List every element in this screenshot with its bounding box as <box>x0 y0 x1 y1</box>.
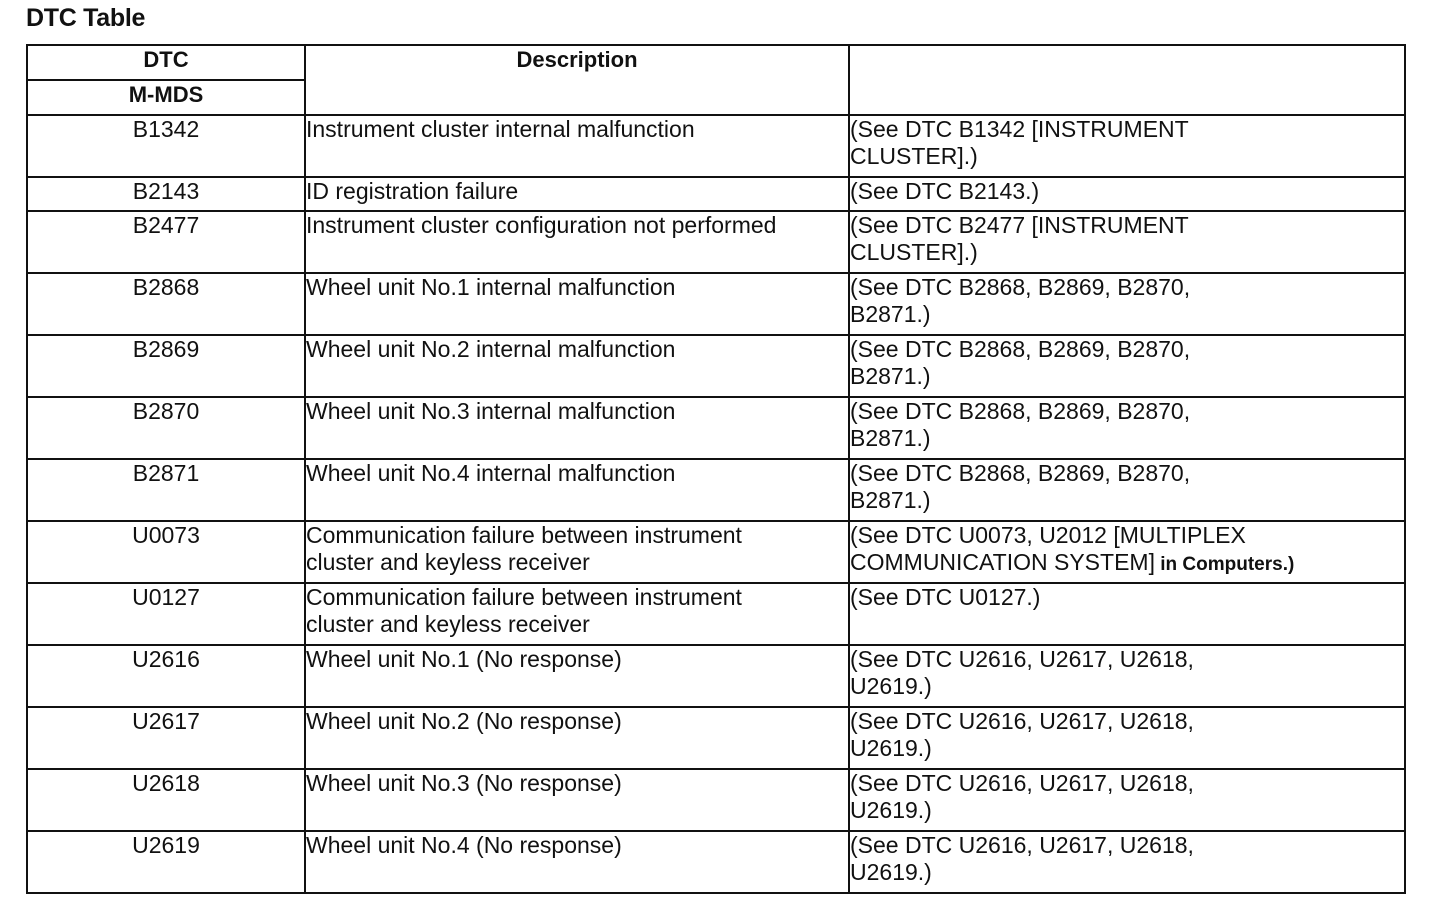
description-line: Communication failure between instrument <box>306 584 742 610</box>
dtc-description <box>305 211 849 273</box>
description-line: Wheel unit No.1 internal malfunction <box>306 274 676 300</box>
table-row <box>27 769 1405 831</box>
reference-line <box>850 708 1404 735</box>
reference-text: B2871.) <box>850 301 931 327</box>
reference-line <box>850 797 1404 824</box>
dtc-reference <box>849 211 1405 273</box>
dtc-code: U2619 <box>27 831 305 893</box>
dtc-description <box>305 831 849 893</box>
dtc-table <box>26 44 1406 894</box>
reference-suffix: in Computers.) <box>1154 554 1295 575</box>
dtc-reference <box>849 273 1405 335</box>
reference-text: (See DTC U0127.) <box>850 584 1041 610</box>
reference-text: B2871.) <box>850 487 931 513</box>
description-line: Communication failure between instrument <box>306 522 742 548</box>
reference-line <box>850 859 1404 886</box>
reference-line <box>850 239 1404 266</box>
reference-line <box>850 549 1404 578</box>
dtc-description <box>305 115 849 177</box>
reference-text: U2619.) <box>850 797 932 823</box>
reference-text: (See DTC U2616, U2617, U2618, <box>850 832 1194 858</box>
reference-line <box>850 301 1404 328</box>
dtc-reference <box>849 583 1405 645</box>
dtc-description <box>305 769 849 831</box>
dtc-description <box>305 583 849 645</box>
dtc-description <box>305 397 849 459</box>
description-line: Wheel unit No.4 internal malfunction <box>306 460 676 486</box>
reference-line <box>850 398 1404 425</box>
reference-line <box>850 584 1404 611</box>
dtc-code: U2617 <box>27 707 305 769</box>
reference-line <box>850 425 1404 452</box>
dtc-code: B1342 <box>27 115 305 177</box>
dtc-description <box>305 273 849 335</box>
header-description: Description <box>305 45 849 115</box>
description-line: cluster and keyless receiver <box>306 611 590 637</box>
reference-text: CLUSTER].) <box>850 143 978 169</box>
dtc-code: B2143 <box>27 177 305 211</box>
table-row <box>27 335 1405 397</box>
dtc-reference <box>849 115 1405 177</box>
reference-line <box>850 143 1404 170</box>
dtc-reference <box>849 831 1405 893</box>
reference-text: (See DTC B1342 [INSTRUMENT <box>850 116 1189 142</box>
dtc-reference <box>849 645 1405 707</box>
dtc-reference <box>849 177 1405 211</box>
reference-text: COMMUNICATION SYSTEM] <box>850 549 1155 575</box>
dtc-description <box>305 645 849 707</box>
dtc-reference <box>849 397 1405 459</box>
table-row <box>27 707 1405 769</box>
description-line: Wheel unit No.3 (No response) <box>306 770 622 796</box>
description-line: Wheel unit No.3 internal malfunction <box>306 398 676 424</box>
reference-line <box>850 116 1404 143</box>
dtc-reference <box>849 707 1405 769</box>
reference-text: (See DTC U2616, U2617, U2618, <box>850 770 1194 796</box>
dtc-code: B2868 <box>27 273 305 335</box>
reference-line <box>850 212 1404 239</box>
reference-text: (See DTC B2143.) <box>850 178 1040 204</box>
reference-text: B2871.) <box>850 425 931 451</box>
table-row <box>27 211 1405 273</box>
description-line: Wheel unit No.2 (No response) <box>306 708 622 734</box>
header-mmds: M-MDS <box>27 80 305 115</box>
dtc-reference <box>849 459 1405 521</box>
reference-line <box>850 178 1404 205</box>
page-title: DTC Table <box>26 4 146 32</box>
table-row <box>27 459 1405 521</box>
dtc-table-body <box>27 115 1405 893</box>
reference-text: B2871.) <box>850 363 931 389</box>
dtc-reference <box>849 521 1405 583</box>
dtc-code: U2616 <box>27 645 305 707</box>
reference-line <box>850 522 1404 549</box>
table-row <box>27 645 1405 707</box>
dtc-code: U0127 <box>27 583 305 645</box>
reference-line <box>850 735 1404 762</box>
reference-text: (See DTC B2868, B2869, B2870, <box>850 398 1191 424</box>
reference-text: (See DTC B2868, B2869, B2870, <box>850 274 1191 300</box>
description-line: ID registration failure <box>306 178 519 204</box>
reference-text: (See DTC U2616, U2617, U2618, <box>850 646 1194 672</box>
reference-line <box>850 487 1404 514</box>
dtc-reference <box>849 769 1405 831</box>
table-row <box>27 273 1405 335</box>
reference-text: (See DTC U0073, U2012 [MULTIPLEX <box>850 522 1246 548</box>
reference-text: U2619.) <box>850 859 932 885</box>
reference-line <box>850 363 1404 390</box>
reference-line <box>850 832 1404 859</box>
reference-line <box>850 646 1404 673</box>
description-line: Wheel unit No.4 (No response) <box>306 832 622 858</box>
table-row <box>27 583 1405 645</box>
description-line: Wheel unit No.2 internal malfunction <box>306 336 676 362</box>
reference-text: U2619.) <box>850 673 932 699</box>
dtc-code: B2871 <box>27 459 305 521</box>
reference-line <box>850 770 1404 797</box>
description-line: Wheel unit No.1 (No response) <box>306 646 622 672</box>
reference-text: CLUSTER].) <box>850 239 978 265</box>
dtc-reference <box>849 335 1405 397</box>
reference-text: (See DTC B2868, B2869, B2870, <box>850 336 1191 362</box>
dtc-description <box>305 177 849 211</box>
dtc-description <box>305 521 849 583</box>
table-row <box>27 831 1405 893</box>
dtc-description <box>305 707 849 769</box>
dtc-code: B2869 <box>27 335 305 397</box>
dtc-code: B2477 <box>27 211 305 273</box>
dtc-code: U0073 <box>27 521 305 583</box>
table-row <box>27 397 1405 459</box>
table-row <box>27 521 1405 583</box>
reference-line <box>850 274 1404 301</box>
table-row <box>27 177 1405 211</box>
dtc-code: U2618 <box>27 769 305 831</box>
reference-line <box>850 336 1404 363</box>
description-line: Instrument cluster configuration not performed <box>306 212 777 238</box>
table-row <box>27 115 1405 177</box>
reference-line <box>850 460 1404 487</box>
header-reference <box>849 45 1405 115</box>
header-dtc: DTC <box>27 45 305 80</box>
dtc-description <box>305 335 849 397</box>
description-line: Instrument cluster internal malfunction <box>306 116 695 142</box>
reference-text: (See DTC B2477 [INSTRUMENT <box>850 212 1189 238</box>
dtc-description <box>305 459 849 521</box>
reference-text: (See DTC B2868, B2869, B2870, <box>850 460 1191 486</box>
reference-text: U2619.) <box>850 735 932 761</box>
reference-text: (See DTC U2616, U2617, U2618, <box>850 708 1194 734</box>
reference-line <box>850 673 1404 700</box>
description-line: cluster and keyless receiver <box>306 549 590 575</box>
dtc-code: B2870 <box>27 397 305 459</box>
